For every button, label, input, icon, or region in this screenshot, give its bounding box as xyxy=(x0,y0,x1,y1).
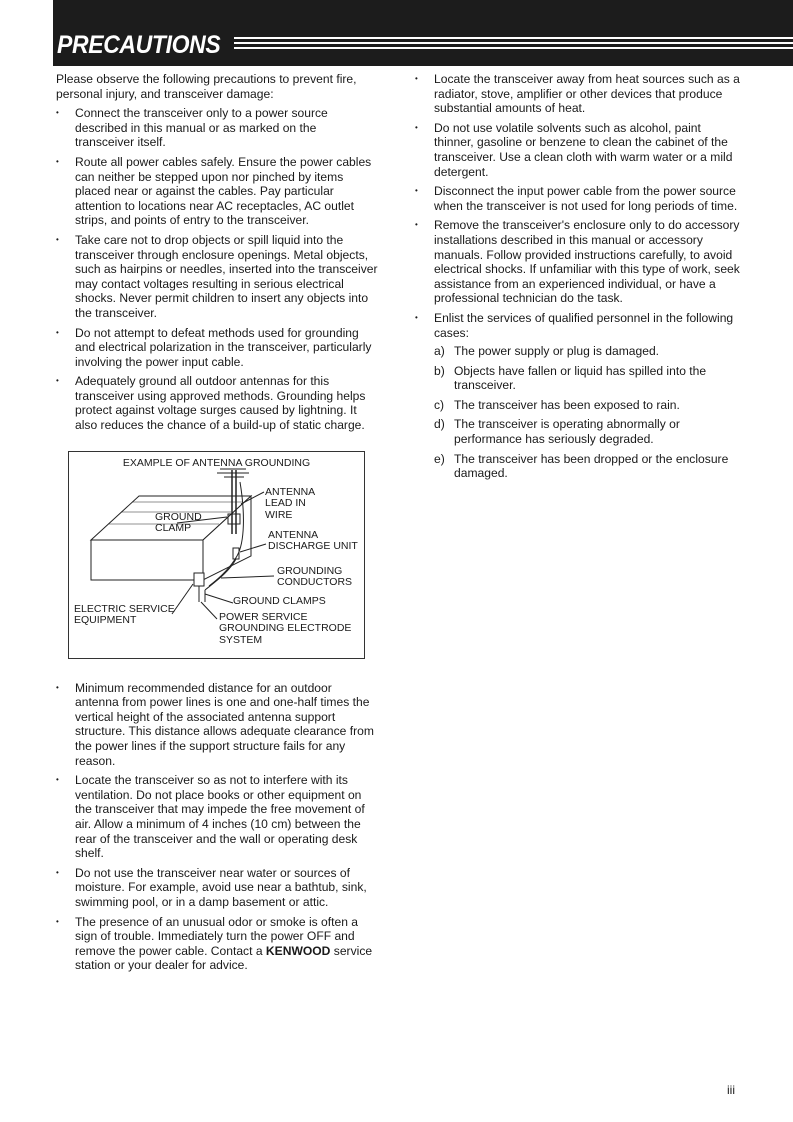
case-item xyxy=(434,364,740,393)
case-item xyxy=(434,452,740,481)
list-item xyxy=(56,773,378,861)
precautions-list-bottom xyxy=(56,681,378,973)
list-item-text: Connect the transceiver only to a power source described in this manual or as marked on the transceiver itself. xyxy=(75,106,328,150)
case-marker: a) xyxy=(434,344,445,359)
bullet-icon: • xyxy=(56,327,59,337)
page-number: iii xyxy=(727,1083,735,1097)
case-marker: e) xyxy=(434,451,445,466)
case-item xyxy=(434,417,740,446)
bullet-icon: • xyxy=(415,312,418,322)
precautions-list-top xyxy=(56,106,378,432)
case-marker: b) xyxy=(434,363,445,378)
antenna-grounding-figure xyxy=(68,451,365,659)
list-item-text: Remove the transceiver's enclosure only to do accessory installations described in this manual or accessory manuals. Follow provided instructions carefully, to avoid electrical shocks. If unfamiliar with this type of work, seek assistance from an experienced individual, or have a professional technician do the task. xyxy=(434,218,740,306)
list-item-text: Do not attempt to defeat methods used for grounding and electrical polarization in the transceiver, particularly involving the power input cable. xyxy=(75,325,372,369)
list-item-text: Do not use volatile solvents such as alcohol, paint thinner, gasoline or benzene to clean the cabinet of the transceiver. Use a clean cloth with warm water or a mild detergent. xyxy=(434,120,733,179)
cases-list xyxy=(434,344,740,481)
list-item-text: Enlist the services of qualified personnel in the following cases: xyxy=(434,310,734,340)
grounding-conductors-label: GROUNDING CONDUCTORS xyxy=(277,564,353,589)
list-item xyxy=(415,311,740,481)
bullet-icon: • xyxy=(56,108,59,118)
page-header xyxy=(53,0,793,66)
bullet-icon: • xyxy=(56,376,59,386)
bullet-icon: • xyxy=(56,234,59,244)
list-item xyxy=(56,233,378,321)
bullet-icon: • xyxy=(56,775,59,785)
bullet-icon: • xyxy=(415,122,418,132)
discharge-unit-label: ANTENNA DISCHARGE UNIT xyxy=(268,528,358,553)
list-item-text: Route all power cables safely. Ensure the power cables can neither be stepped upon nor pinched by items placed near or against the cables. Pay particular attention to locations near AC receptacles, AC outlet strips, and points of entry to the transceiver. xyxy=(75,154,372,228)
list-item-text: Locate the transceiver so as not to interfere with its ventilation. Do not place books or other equipment on the transceiver that may impede the free movement of air. Allow a minimum of 4 inches (10 cm) between the rear of the transceiver and the wall or operating desk shelf. xyxy=(75,773,365,861)
bullet-icon: • xyxy=(56,916,59,926)
case-item xyxy=(434,344,740,359)
text-run: service station or your dealer for advice. xyxy=(75,943,373,973)
list-item xyxy=(415,218,740,306)
case-text: Objects have fallen or liquid has spilled into the transceiver. xyxy=(454,363,707,393)
bullet-icon: • xyxy=(56,682,59,692)
page-title: PRECAUTIONS xyxy=(57,31,221,59)
ground-clamps-label: GROUND CLAMPS xyxy=(233,594,326,607)
list-item-text: Do not use the transceiver near water or sources of moisture. For example, avoid use near a bathtub, sink, swimming pool, or in a damp basement or attic. xyxy=(75,865,367,909)
right-column xyxy=(415,72,740,486)
leader-line xyxy=(172,584,193,614)
list-item xyxy=(56,155,378,228)
bullet-icon: • xyxy=(56,156,59,166)
case-text: The power supply or plug is damaged. xyxy=(454,344,660,359)
list-item xyxy=(415,72,740,116)
case-marker: c) xyxy=(434,397,445,412)
case-marker: d) xyxy=(434,417,445,432)
list-item xyxy=(56,866,378,910)
service-equipment-label: ELECTRIC SERVICE EQUIPMENT xyxy=(74,602,175,627)
list-item xyxy=(56,374,378,432)
figure-title: EXAMPLE OF ANTENNA GROUNDING xyxy=(122,456,311,469)
list-item-text: Minimum recommended distance for an outdoor antenna from power lines is one and one-half times the vertical height of the associated antenna support structure. This distance allows adequate clearance from the power lines if the support structure fails for any reason. xyxy=(75,680,374,768)
case-text: The transceiver has been dropped or the enclosure damaged. xyxy=(454,451,729,481)
list-item-text xyxy=(75,915,372,973)
bullet-icon: • xyxy=(56,867,59,877)
brand-name: KENWOOD xyxy=(265,943,331,958)
list-item xyxy=(56,106,378,150)
list-item-text: Locate the transceiver away from heat sources such as a radiator, stove, amplifier or other devices that produce substantial amounts of heat. xyxy=(434,72,740,116)
text-run: The presence of an unusual odor or smoke is often a sign of trouble. Immediately turn the power OFF and remove the power cable. Contact a xyxy=(75,914,359,958)
list-item xyxy=(415,184,740,213)
leader-line xyxy=(221,576,274,578)
precautions-list-right xyxy=(415,72,740,481)
case-text: The transceiver has been exposed to rain. xyxy=(454,397,680,412)
service-equipment-box xyxy=(194,573,204,586)
list-item xyxy=(415,121,740,179)
bullet-icon: • xyxy=(415,74,418,83)
list-item xyxy=(56,681,378,769)
electrode-system-label: POWER SERVICE GROUNDING ELECTRODE SYSTEM xyxy=(219,610,352,646)
list-item-text: Take care not to drop objects or spill liquid into the transceiver through enclosure openings. Metal objects, such as hairpins or needles, inserted into the transceiver may contact voltages resulting in serious electrical shocks. Never permit children to insert any objects into the transceiver. xyxy=(75,232,378,320)
list-item xyxy=(56,326,378,370)
case-text: The transceiver is operating abnormally or performance has seriously degraded. xyxy=(454,417,680,447)
case-item xyxy=(434,398,740,413)
list-item-text: Disconnect the input power cable from the power source when the transceiver is not used for long periods of time. xyxy=(434,184,738,213)
header-rule xyxy=(234,47,793,49)
leader-line xyxy=(205,594,233,603)
intro-paragraph: Please observe the following precautions to prevent fire, personal injury, and transceiver damage: xyxy=(56,72,357,101)
bullet-icon: • xyxy=(415,186,418,196)
house-wall xyxy=(91,540,203,580)
antenna-lead-label: ANTENNA LEAD IN WIRE xyxy=(265,485,316,521)
left-column xyxy=(56,72,378,978)
list-item-text: Adequately ground all outdoor antennas for this transceiver using approved methods. Grounding helps protect against voltage surges caused by lightning. It also reduces the chance of a build-up of static charge. xyxy=(75,374,366,433)
header-rule xyxy=(234,42,793,44)
leader-line xyxy=(201,602,217,619)
ground-clamp-label: GROUND CLAMP xyxy=(155,510,202,535)
bullet-icon: • xyxy=(415,220,418,230)
list-item xyxy=(56,915,378,973)
header-rule xyxy=(234,37,793,39)
